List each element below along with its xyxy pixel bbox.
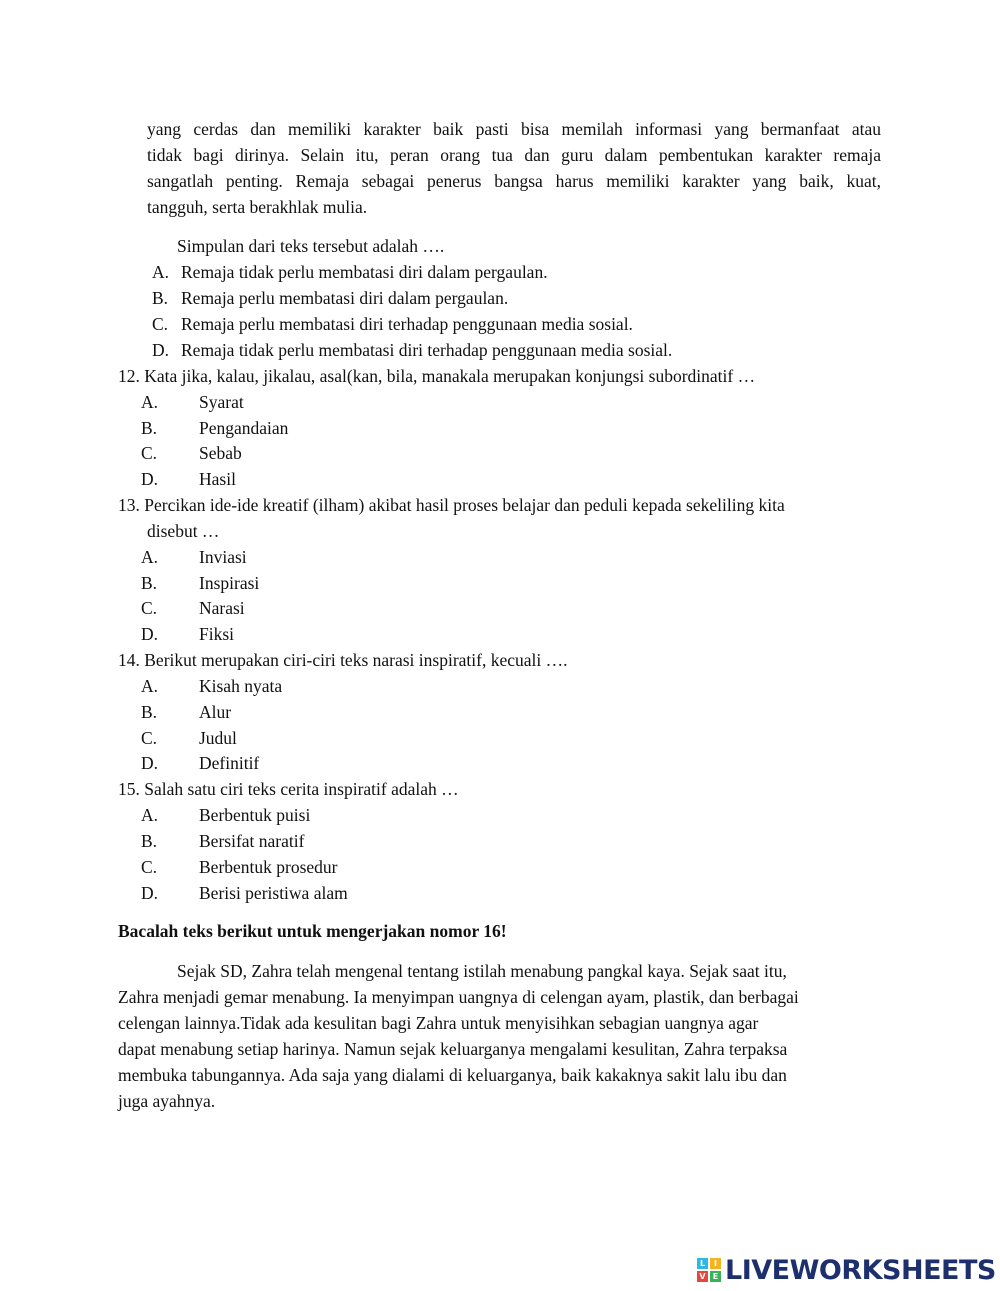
option-letter: D. [152,340,170,360]
option-letter: D. [141,753,159,773]
passage-2-line: membuka tabungannya. Ada saja yang dialami di keluarganya, baik kakaknya sakit lalu ibu dan [118,1065,787,1085]
passage-1-line: sangatlah penting. Remaja sebagai penerus bangsa harus memiliki karakter yang baik, kuat, [147,171,881,191]
option-letter: C. [152,314,169,334]
passage-1-line: tangguh, serta berakhlak mulia. [147,197,368,217]
option-letter: D. [141,624,159,644]
question-stem: Simpulan dari teks tersebut adalah …. [177,236,445,256]
logo-mark-tile: L [697,1258,708,1269]
option-text: Inspirasi [199,573,260,593]
option-text: Remaja tidak perlu membatasi diri terhadap penggunaan media sosial. [181,340,673,360]
passage-2-line: juga ayahnya. [118,1091,216,1111]
option-text: Judul [199,728,237,748]
question-stem: 12. Kata jika, kalau, jikalau, asal(kan, bila, manakala merupakan konjungsi subordinatif … [118,366,756,386]
passage-1-line: yang cerdas dan memiliki karakter baik pasti bisa memilah informasi yang bermanfaat atau [147,119,881,139]
option-text: Syarat [199,392,244,412]
option-letter: B. [141,831,158,851]
question-stem: 13. Percikan ide-ide kreatif (ilham) akibat hasil proses belajar dan peduli kepada sekeliling kita [118,495,785,515]
option-letter: D. [141,469,159,489]
option-text: Remaja perlu membatasi diri dalam pergaulan. [181,288,509,308]
option-text: Berisi peristiwa alam [199,883,348,903]
option-text: Narasi [199,598,245,618]
option-text: Berbentuk puisi [199,805,311,825]
option-letter: C. [141,443,158,463]
question-stem: 14. Berikut merupakan ciri-ciri teks narasi inspiratif, kecuali …. [118,650,568,670]
passage-2-line: dapat menabung setiap harinya. Namun sejak keluarganya mengalami kesulitan, Zahra terpaksa [118,1039,788,1059]
option-text: Definitif [199,753,260,773]
option-text: Kisah nyata [199,676,283,696]
option-letter: A. [141,676,159,696]
option-text: Fiksi [199,624,235,644]
question-stem: 15. Salah satu ciri teks cerita inspiratif adalah … [118,779,459,799]
passage-2-line: celengan lainnya.Tidak ada kesulitan bagi Zahra untuk menyisihkan sebagian uangnya agar [118,1013,759,1033]
option-text: Sebab [199,443,242,463]
option-letter: A. [141,547,159,567]
option-letter: B. [141,418,158,438]
logo-mark-tile: I [710,1258,721,1269]
option-text: Inviasi [199,547,247,567]
option-letter: C. [141,728,158,748]
option-letter: C. [141,598,158,618]
option-letter: A. [141,392,159,412]
option-letter: B. [152,288,169,308]
option-text: Pengandaian [199,418,289,438]
question-stem-continued: disebut … [147,521,220,541]
option-text: Hasil [199,469,236,489]
option-text: Alur [199,702,232,722]
option-letter: D. [141,883,159,903]
passage-2-line: Zahra menjadi gemar menabung. Ia menyimpan uangnya di celengan ayam, plastik, dan berbagai [118,987,799,1007]
logo-mark-tile: V [697,1271,708,1282]
option-text: Remaja tidak perlu membatasi diri dalam pergaulan. [181,262,548,282]
liveworksheets-logo[interactable] [697,1254,996,1286]
logo-text: LIVEWORKSHEETS [725,1254,996,1286]
option-letter: A. [141,805,159,825]
option-letter: C. [141,857,158,877]
option-text: Bersifat naratif [199,831,305,851]
option-text: Remaja perlu membatasi diri terhadap penggunaan media sosial. [181,314,633,334]
logo-mark-tile: E [710,1271,721,1282]
option-text: Berbentuk prosedur [199,857,338,877]
passage-1-line: tidak bagi dirinya. Selain itu, peran orang tua dan guru dalam pembentukan karakter remaja [147,145,881,165]
passage-2-line: Sejak SD, Zahra telah mengenal tentang istilah menabung pangkal kaya. Sejak saat itu, [177,961,787,981]
option-letter: A. [152,262,170,282]
option-letter: B. [141,702,158,722]
logo-mark-icon [697,1258,721,1282]
option-letter: B. [141,573,158,593]
instruction-16: Bacalah teks berikut untuk mengerjakan nomor 16! [118,921,507,941]
